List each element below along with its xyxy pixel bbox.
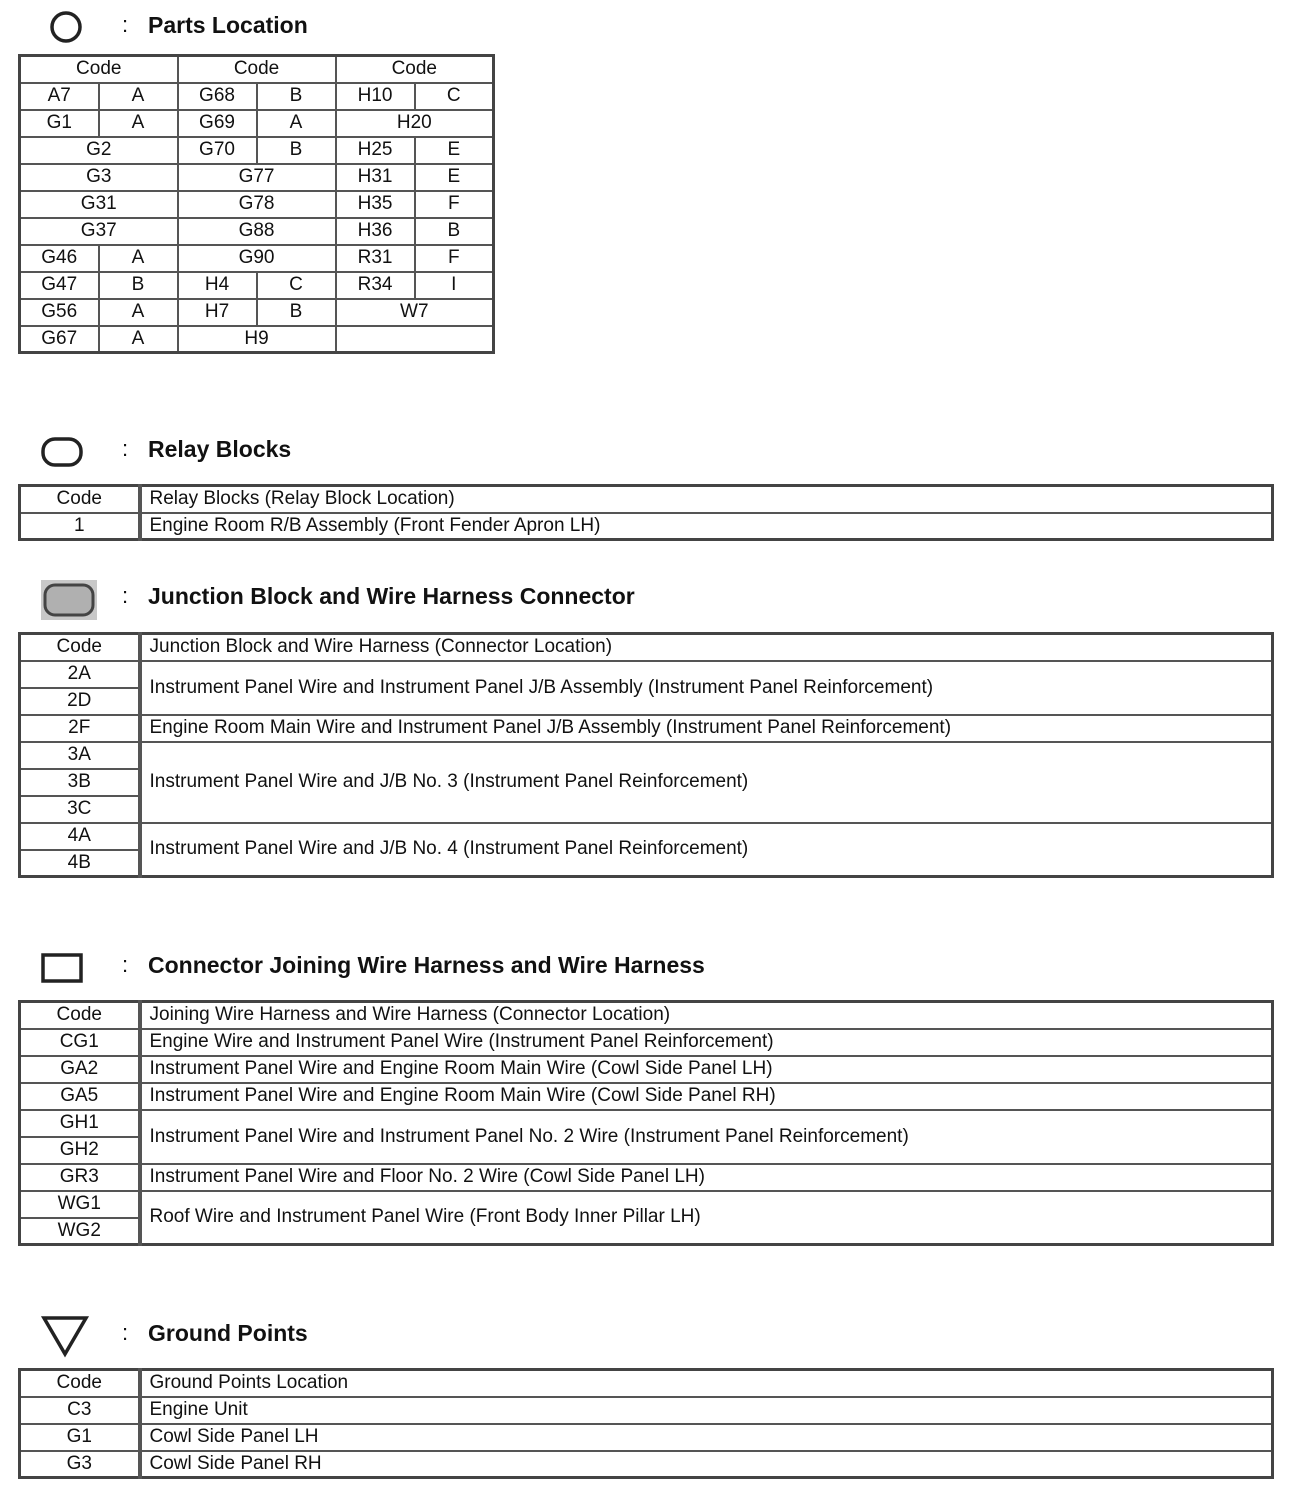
section-title: Junction Block and Wire Harness Connector <box>148 583 635 609</box>
table-row <box>20 1083 1273 1110</box>
code-column-header: Code <box>20 1370 140 1397</box>
heading-colon: : <box>122 583 129 608</box>
code-cell: 4A <box>20 823 140 850</box>
part-code-cell: G2 <box>20 137 178 164</box>
section-title: Connector Joining Wire Harness and Wire Harness <box>148 952 705 978</box>
section-title: Ground Points <box>148 1320 308 1346</box>
code-column-header: Code <box>20 486 140 513</box>
code-cell: 3C <box>20 796 140 823</box>
location-letter-cell: I <box>415 272 494 299</box>
part-code-cell: R34 <box>336 272 415 299</box>
shaded-rounded-rect-icon <box>40 579 98 621</box>
part-code-cell <box>336 326 494 353</box>
part-code-cell: G56 <box>20 299 99 326</box>
part-code-cell: H10 <box>336 83 415 110</box>
ground-points-table <box>18 1368 1274 1479</box>
relay-blocks-heading <box>0 430 700 470</box>
column-header: Code <box>336 56 494 83</box>
part-code-cell: G88 <box>178 218 336 245</box>
code-column-header: Code <box>20 634 140 661</box>
table-row <box>20 164 494 191</box>
location-letter-cell: B <box>415 218 494 245</box>
code-cell: C3 <box>20 1397 140 1424</box>
part-code-cell: G68 <box>178 83 257 110</box>
part-code-cell: A7 <box>20 83 99 110</box>
code-cell: 3A <box>20 742 140 769</box>
table-row <box>20 83 494 110</box>
heading-colon: : <box>122 1320 129 1345</box>
table-row <box>20 661 1273 688</box>
location-cell: Instrument Panel Wire and Engine Room Main Wire (Cowl Side Panel RH) <box>140 1083 1273 1110</box>
section-title: Parts Location <box>148 12 308 38</box>
code-cell: 4B <box>20 850 140 877</box>
junction-block-heading <box>0 577 900 617</box>
table-row <box>20 218 494 245</box>
table-header-row <box>20 56 494 83</box>
part-code-cell: G3 <box>20 164 178 191</box>
part-code-cell: G90 <box>178 245 336 272</box>
table-header-row <box>20 1370 1273 1397</box>
table-row <box>20 191 494 218</box>
table-row <box>20 137 494 164</box>
parts-location-table <box>18 54 495 354</box>
location-cell: Instrument Panel Wire and Instrument Panel No. 2 Wire (Instrument Panel Reinforcement) <box>140 1110 1273 1164</box>
heading-colon: : <box>122 436 129 461</box>
part-code-cell: R31 <box>336 245 415 272</box>
part-code-cell: H4 <box>178 272 257 299</box>
part-code-cell: H25 <box>336 137 415 164</box>
part-code-cell: G67 <box>20 326 99 353</box>
triangle-down-icon <box>40 1314 92 1358</box>
relay-blocks-table <box>18 484 1274 541</box>
part-code-cell: H20 <box>336 110 494 137</box>
location-letter-cell: F <box>415 191 494 218</box>
location-cell: Roof Wire and Instrument Panel Wire (Front Body Inner Pillar LH) <box>140 1191 1273 1245</box>
part-code-cell: G37 <box>20 218 178 245</box>
table-row <box>20 1191 1273 1218</box>
column-header: Code <box>178 56 336 83</box>
table-row <box>20 1424 1273 1451</box>
location-column-header: Ground Points Location <box>140 1370 1273 1397</box>
location-letter-cell: A <box>99 110 178 137</box>
part-code-cell: G1 <box>20 110 99 137</box>
code-cell: 3B <box>20 769 140 796</box>
parts-location-heading <box>22 6 522 46</box>
table-row <box>20 245 494 272</box>
junction-block-table <box>18 632 1274 878</box>
table-row <box>20 823 1273 850</box>
location-column-header: Relay Blocks (Relay Block Location) <box>140 486 1273 513</box>
part-code-cell: H31 <box>336 164 415 191</box>
code-cell: 2D <box>20 688 140 715</box>
part-code-cell: G31 <box>20 191 178 218</box>
part-code-cell: W7 <box>336 299 494 326</box>
part-code-cell: H36 <box>336 218 415 245</box>
location-letter-cell: C <box>257 272 336 299</box>
table-row <box>20 1056 1273 1083</box>
location-letter-cell: E <box>415 164 494 191</box>
location-cell: Instrument Panel Wire and Engine Room Main Wire (Cowl Side Panel LH) <box>140 1056 1273 1083</box>
location-letter-cell: B <box>257 137 336 164</box>
location-letter-cell: F <box>415 245 494 272</box>
location-letter-cell: E <box>415 137 494 164</box>
location-letter-cell: A <box>99 299 178 326</box>
code-cell: GH2 <box>20 1137 140 1164</box>
location-column-header: Joining Wire Harness and Wire Harness (Connector Location) <box>140 1002 1273 1029</box>
square-icon <box>40 952 86 984</box>
location-letter-cell: B <box>257 299 336 326</box>
code-column-header: Code <box>20 1002 140 1029</box>
section-title: Relay Blocks <box>148 436 292 462</box>
part-code-cell: G70 <box>178 137 257 164</box>
code-cell: 2A <box>20 661 140 688</box>
table-row <box>20 299 494 326</box>
location-cell: Instrument Panel Wire and J/B No. 4 (Instrument Panel Reinforcement) <box>140 823 1273 877</box>
code-cell: G3 <box>20 1451 140 1478</box>
table-row <box>20 110 494 137</box>
location-cell: Instrument Panel Wire and Floor No. 2 Wire (Cowl Side Panel LH) <box>140 1164 1273 1191</box>
circle-icon <box>48 9 84 45</box>
code-cell: 1 <box>20 513 140 540</box>
table-row <box>20 272 494 299</box>
part-code-cell: G77 <box>178 164 336 191</box>
table-row <box>20 1397 1273 1424</box>
heading-colon: : <box>122 952 129 977</box>
code-cell: GR3 <box>20 1164 140 1191</box>
part-code-cell: G69 <box>178 110 257 137</box>
table-row <box>20 1029 1273 1056</box>
location-letter-cell: B <box>257 83 336 110</box>
part-code-cell: G78 <box>178 191 336 218</box>
location-cell: Engine Room Main Wire and Instrument Panel J/B Assembly (Instrument Panel Reinforcement) <box>140 715 1273 742</box>
location-letter-cell: A <box>99 326 178 353</box>
part-code-cell: H35 <box>336 191 415 218</box>
table-row <box>20 1110 1273 1137</box>
code-cell: GH1 <box>20 1110 140 1137</box>
table-header-row <box>20 634 1273 661</box>
table-row <box>20 513 1273 540</box>
location-cell: Engine Unit <box>140 1397 1273 1424</box>
column-header: Code <box>20 56 178 83</box>
location-letter-cell: C <box>415 83 494 110</box>
ground-points-heading <box>0 1314 700 1354</box>
code-cell: 2F <box>20 715 140 742</box>
code-cell: GA2 <box>20 1056 140 1083</box>
location-letter-cell: A <box>99 83 178 110</box>
part-code-cell: H9 <box>178 326 336 353</box>
location-letter-cell: A <box>99 245 178 272</box>
location-letter-cell: B <box>99 272 178 299</box>
rounded-rect-icon <box>40 436 86 468</box>
location-cell: Engine Wire and Instrument Panel Wire (Instrument Panel Reinforcement) <box>140 1029 1273 1056</box>
table-row <box>20 1164 1273 1191</box>
code-cell: G1 <box>20 1424 140 1451</box>
table-row <box>20 326 494 353</box>
part-code-cell: G47 <box>20 272 99 299</box>
code-cell: CG1 <box>20 1029 140 1056</box>
code-cell: WG1 <box>20 1191 140 1218</box>
location-cell: Cowl Side Panel RH <box>140 1451 1273 1478</box>
location-letter-cell: A <box>257 110 336 137</box>
table-row <box>20 742 1273 769</box>
location-cell: Instrument Panel Wire and J/B No. 3 (Instrument Panel Reinforcement) <box>140 742 1273 823</box>
connector-joining-table <box>18 1000 1274 1246</box>
table-header-row <box>20 486 1273 513</box>
part-code-cell: G46 <box>20 245 99 272</box>
part-code-cell: H7 <box>178 299 257 326</box>
heading-colon: : <box>122 12 129 37</box>
table-row <box>20 1451 1273 1478</box>
code-cell: GA5 <box>20 1083 140 1110</box>
location-cell: Cowl Side Panel LH <box>140 1424 1273 1451</box>
connector-joining-heading <box>0 946 900 986</box>
location-column-header: Junction Block and Wire Harness (Connector Location) <box>140 634 1273 661</box>
table-header-row <box>20 1002 1273 1029</box>
table-row <box>20 715 1273 742</box>
location-cell: Engine Room R/B Assembly (Front Fender Apron LH) <box>140 513 1273 540</box>
code-cell: WG2 <box>20 1218 140 1245</box>
location-cell: Instrument Panel Wire and Instrument Panel J/B Assembly (Instrument Panel Reinforcement) <box>140 661 1273 715</box>
